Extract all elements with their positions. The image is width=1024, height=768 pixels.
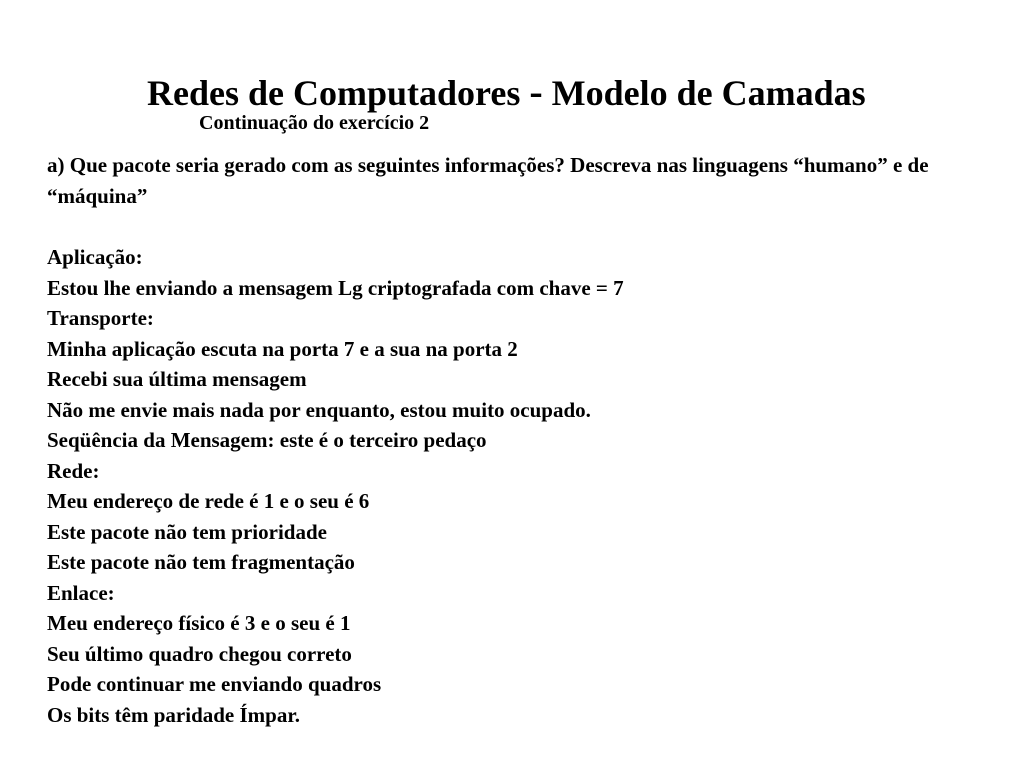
info-line: Meu endereço de rede é 1 e o seu é 6 <box>47 489 370 513</box>
info-line: Pode continuar me enviando quadros <box>47 672 382 696</box>
title-main: Redes de Computadores <box>147 73 521 113</box>
layer-heading-transport: Transporte: <box>47 306 154 330</box>
info-line: Minha aplicação escuta na porta 7 e a sua na porta 2 <box>47 336 518 361</box>
exercise-question: a) Que pacote seria gerado com as seguintes informações? Descreva nas linguagens “humano” e de “máquina” <box>47 153 929 208</box>
layer-heading-application: Aplicação: <box>47 245 143 269</box>
info-line: Estou lhe enviando a mensagem Lg criptografada com chave = 7 <box>47 275 624 300</box>
info-line: Não me envie mais nada por enquanto, estou muito ocupado. <box>47 397 591 422</box>
layer-heading-link: Enlace: <box>47 580 115 605</box>
info-line: Seqüência da Mensagem: este é o terceiro pedaço <box>47 428 487 452</box>
title-separator: - <box>529 69 543 114</box>
info-line: Este pacote não tem fragmentação <box>47 550 355 574</box>
info-line: Meu endereço físico é 3 e o seu é 1 <box>47 611 351 635</box>
layer-info-list <box>47 242 624 730</box>
slide-subtitle: Continuação do exercício 2 <box>199 112 430 134</box>
slide-title <box>147 70 866 115</box>
info-line: Os bits têm paridade Ímpar. <box>47 702 300 727</box>
info-line: Recebi sua última mensagem <box>47 367 307 391</box>
info-line: Este pacote não tem prioridade <box>47 519 327 544</box>
title-topic: Modelo de Camadas <box>551 73 866 113</box>
info-line: Seu último quadro chegou correto <box>47 641 352 666</box>
layer-heading-network: Rede: <box>47 458 100 483</box>
